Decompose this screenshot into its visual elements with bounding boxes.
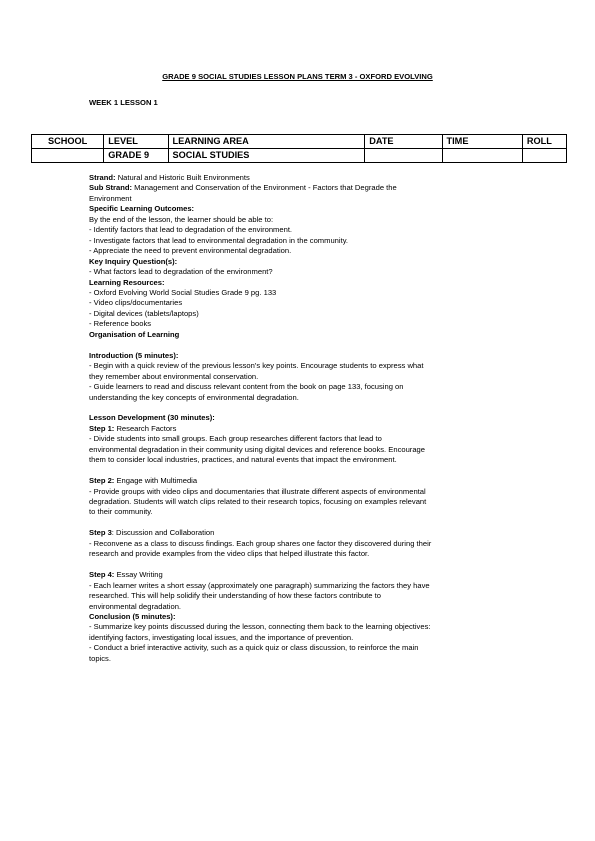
step4-label: Step 4: [89,570,115,580]
conclusion-line: identifying factors, investigating local issues, and the importance of prevention. [89,632,354,642]
sub-strand-label: Sub Strand: [89,183,133,193]
introduction-heading: Introduction (5 minutes): [89,350,179,360]
header-level: LEVEL [104,135,168,149]
cell-date [365,149,442,163]
conclusion-line: topics. [89,653,111,663]
introduction-line: - Guide learners to read and discuss relevant content from the book on page 133, focusing on [89,382,404,392]
cell-school [32,149,104,163]
step1-line: - Divide students into small groups. Each group researches different factors that lead to [89,434,382,444]
step4-title-line [89,570,509,580]
lesson-body [89,173,509,664]
step3-title: : Discussion and Collaboration [111,528,215,538]
step3-title-line [89,528,509,538]
step4-line: environmental degradation. [89,601,182,611]
spacer [89,518,509,528]
introduction-line: understanding the key concepts of environmental degradation. [89,392,299,402]
spacer [89,466,509,476]
strand-line [89,173,509,183]
step1-label: Step 1: [89,423,115,433]
resources-heading: Learning Resources: [89,277,165,287]
strand-label: Strand: [89,173,116,182]
cell-roll [522,149,566,163]
resource-item: - Video clips/documentaries [89,298,183,308]
header-date: DATE [365,135,442,149]
step4-line: researched. This will help solidify their understanding of how these factors contribute to [89,591,381,601]
conclusion-line: - Summarize key points discussed during the lesson, connecting them back to the learning objectives: [89,622,431,632]
step2-line: - Provide groups with video clips and documentaries that illustrate different aspects of environmental [89,486,426,496]
outcome-item: - Identify factors that lead to degradation of the environment. [89,225,293,235]
sub-strand-line [89,183,509,193]
spacer [89,403,509,413]
spacer [89,340,509,350]
conclusion-heading: Conclusion (5 minutes): [89,611,176,621]
sub-strand-line-2: Environment [89,193,132,203]
header-roll: ROLL [522,135,566,149]
spacer [89,560,509,570]
document-title: GRADE 9 SOCIAL STUDIES LESSON PLANS TERM 3 - OXFORD EVOLVING [162,72,433,81]
resource-item: - Reference books [89,319,152,329]
header-learning-area: LEARNING AREA [168,135,365,149]
outcome-item: - Appreciate the need to prevent environmental degradation. [89,246,292,256]
step2-label: Step 2: [89,476,115,486]
header-school: SCHOOL [32,135,104,149]
step2-line: to their community. [89,507,153,517]
sub-strand-text: Management and Conservation of the Environment - Factors that Degrade the [134,183,397,193]
step1-title: Research Factors [116,423,177,433]
step3-label: Step 3 [89,528,112,538]
step1-title-line [89,424,509,434]
step2-title: Engage with Multimedia [116,476,198,486]
outcomes-intro: By the end of the lesson, the learner should be able to: [89,214,274,224]
outcome-item: - Investigate factors that lead to environmental degradation in the community. [89,235,349,245]
resource-item: - Digital devices (tablets/laptops) [89,308,199,318]
inquiry-item: - What factors lead to degradation of the environment? [89,267,273,277]
introduction-line: they remember about environmental conservation. [89,371,259,381]
cell-level: GRADE 9 [104,149,168,163]
step1-line: environmental degradation in their community using digital devices and reference books. Encourage [89,444,426,454]
step3-line: - Reconvene as a class to discuss findings. Each group shares one factor they discovered during their [89,538,432,548]
table-row [32,149,567,163]
table-header-row [32,135,567,149]
step4-line: - Each learner writes a short essay (approximately one paragraph) summarizing the factors they have [89,580,430,590]
resource-item: - Oxford Evolving World Social Studies Grade 9 pg. 133 [89,287,277,297]
introduction-line: - Begin with a quick review of the previous lesson's key points. Encourage students to express what [89,361,424,371]
outcomes-heading: Specific Learning Outcomes: [89,204,195,214]
cell-learning-area: SOCIAL STUDIES [168,149,365,163]
step1-line: them to consider local industries, practices, and natural events that impact the environment. [89,455,397,465]
conclusion-line: - Conduct a brief interactive activity, such as a quick quiz or class discussion, to reinforce the main [89,643,419,653]
step2-title-line [89,476,509,486]
week-lesson-label: WEEK 1 LESSON 1 [89,98,158,107]
organisation-heading: Organisation of Learning [89,329,180,339]
lesson-info-table [31,134,567,163]
header-time: TIME [442,135,522,149]
step2-line: degradation. Students will watch clips related to their research topics, focusing on examples relevant [89,497,427,506]
strand-text: Natural and Historic Built Environments [117,173,250,182]
step4-title: Essay Writing [116,570,163,580]
inquiry-heading: Key Inquiry Question(s): [89,256,178,266]
development-heading: Lesson Development (30 minutes): [89,413,215,423]
cell-time [442,149,522,163]
step3-line: research and provide examples from the video clips that helped illustrate this factor. [89,549,370,559]
